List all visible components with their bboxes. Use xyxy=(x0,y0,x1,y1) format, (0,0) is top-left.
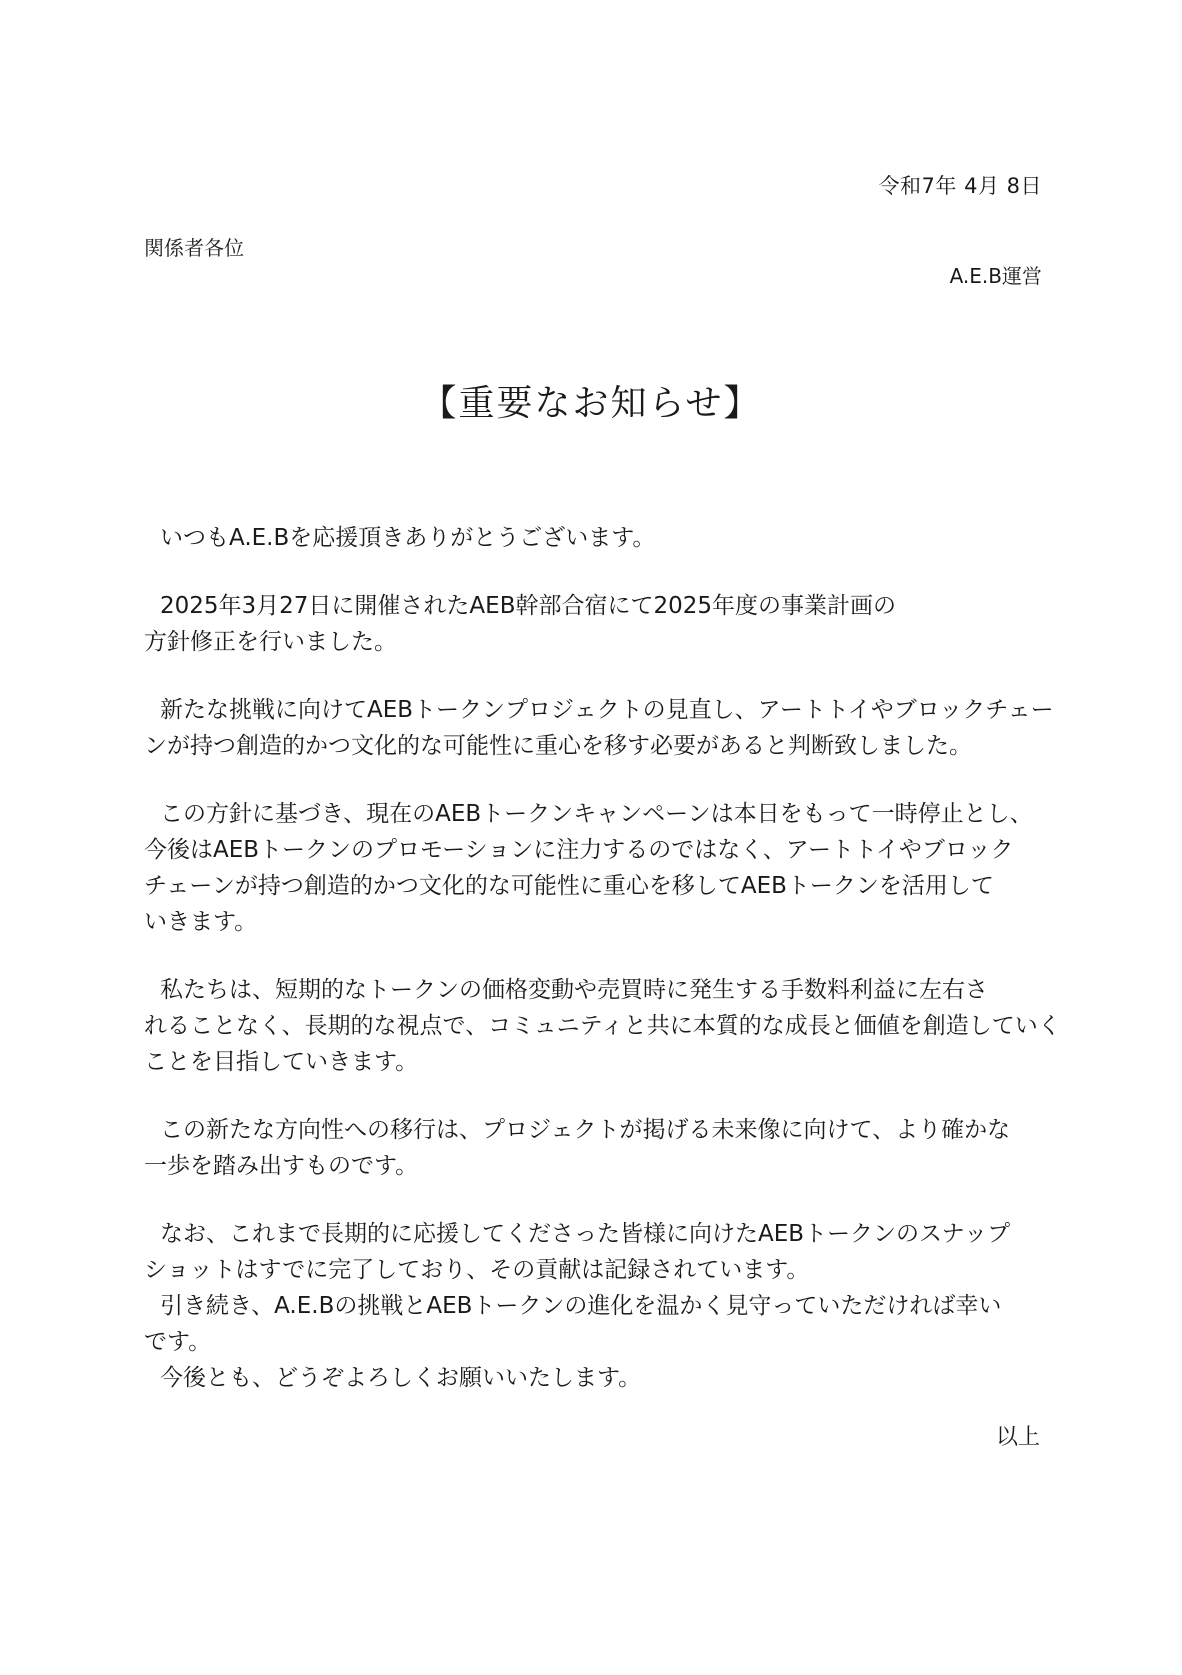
paragraph-line: ことを目指していきます。 xyxy=(144,1049,419,1075)
paragraph-line: なお、これまで長期的に応援してくださった皆様に向けたAEBトークンのスナップ xyxy=(160,1221,1011,1247)
paragraph-line: チェーンが持つ創造的かつ文化的な可能性に重心を移してAEBトークンを活用して xyxy=(144,873,994,899)
paragraph-line: です。 xyxy=(144,1329,212,1355)
paragraph-line: 一歩を踏み出すものです。 xyxy=(144,1153,419,1179)
paragraph-line: 引き続き、A.E.Bの挑戦とAEBトークンの進化を温かく見守っていただければ幸い xyxy=(160,1293,1002,1319)
paragraph xyxy=(144,588,1044,660)
sender: A.E.B運営 xyxy=(949,264,1042,288)
final-paragraph xyxy=(144,1216,1044,1396)
paragraph-line: ンが持つ創造的かつ文化的な可能性に重心を移す必要があると判断致しました。 xyxy=(144,733,972,759)
paragraph-line: 新たな挑戦に向けてAEBトークンプロジェクトの見直し、アートトイやブロックチェー xyxy=(160,697,1054,723)
paragraph-line: 今後はAEBトークンのプロモーションに注力するのではなく、アートトイやブロック xyxy=(144,837,1014,863)
paragraph-line: いつもA.E.Bを応援頂きありがとうございます。 xyxy=(160,525,656,551)
paragraph xyxy=(144,972,1061,1080)
paragraph-line: れることなく、長期的な視点で、コミュニティと共に本質的な成長と価値を創造していく xyxy=(144,1013,1061,1039)
paragraph-line: 方針修正を行いました。 xyxy=(144,629,397,655)
paragraph-line: ショットはすでに完了しており、その貢献は記録されています。 xyxy=(144,1257,810,1283)
page-title: 【重要なお知らせ】 xyxy=(420,383,762,424)
paragraph xyxy=(144,1112,1044,1184)
paragraph-line: 私たちは、短期的なトークンの価格変動や売買時に発生する手数料利益に左右さ xyxy=(160,977,988,1003)
addressee: 関係者各位 xyxy=(144,236,244,260)
paragraph xyxy=(144,520,1044,556)
paragraph-line: 2025年3月27日に開催されたAEB幹部合宿にて2025年度の事業計画の xyxy=(160,593,897,619)
paragraph xyxy=(144,796,1044,940)
paragraph-line: この新たな方向性への移行は、プロジェクトが掲げる未来像に向けて、より確かな xyxy=(160,1117,1011,1143)
paragraph xyxy=(144,692,1054,764)
paragraph-line: この方針に基づき、現在のAEBトークンキャンペーンは本日をもって一時停止とし、 xyxy=(160,801,1033,827)
paragraph-line: いきます。 xyxy=(144,909,258,935)
paragraph-line: 今後とも、どうぞよろしくお願いいたします。 xyxy=(160,1365,642,1391)
closing-mark: 以上 xyxy=(995,1425,1040,1450)
document-body xyxy=(144,520,1061,1428)
document-date: 令和7年 4月 8日 xyxy=(878,174,1042,198)
